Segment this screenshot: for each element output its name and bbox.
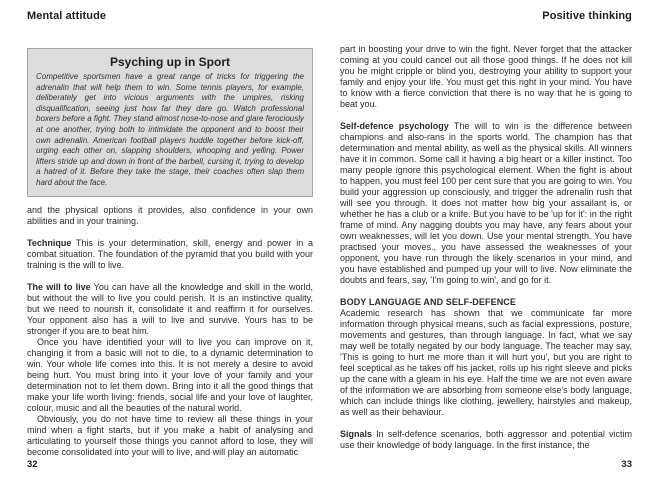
- psyching-up-in-sport-box: [27, 48, 313, 197]
- paragraph-lead: Technique: [27, 238, 72, 248]
- box-body-text: Competitive sportsmen have a great range of tricks for triggering the adrenalin that will help them to win. Some tennis players, for example, deliberately get into vicious arguments with the umpires, risking disqualification, seeing just how far they dare go. Watch professional boxers before a fight. They stand almost nose-to-nose and glare ferociously at one another, trying both to intimidate the opponent and to boost their own adrenalin. American football players huddle together before kick-off, urging each other on, slapping shoulders, whooping and yelling. Power lifters stride up and down in front of the barbell, cursing it, trying to develop a hatred of it. Before they take the stage, their coaches often slap them hard about the face.: [36, 72, 304, 187]
- paragraph: Academic research has shown that we communicate far more information through physical means, such as facial expressions, posture, movements and gestures, than through language. In fact, what we say may well be totally negated by our body language. The teacher may say, 'This is going to hurt me more than it will hurt you', but you are right to feel sceptical as he takes off his jacket, rolls up his right sleeve and picks up the cane with a gleam in his eye. Half the time we are not even aware of the information we are absorbing from someone else's body language, which can include things like clothing, jewellery, hairstyles and makeup, as well as their behaviour.: [340, 308, 632, 417]
- page-number-right: 33: [621, 459, 632, 470]
- paragraph: Self-defence psychology The will to win is the difference between champions and also-rans in the sports world. The champion has that determination and mental ability, as well as the physical skills. All winners have it in common. Some call it having a big heart or a killer instinct. Too many people ignore this psychological element. When the fight is about to happen, you must feel 100 per cent sure that you are going to win. You build your aggression up consciously, and trigger the adrenalin rush that will see you through. It does not matter how big your assailant is, or whether he has a club or a knife. But you have to be 'up for it': in the right frame of mind. Any nagging doubts you may have, any fears about your own weaknesses, will let you down. Use your mental strength. You have practised your moves., you have assessed the weaknesses of your opponent, you have run through the likely scenarios in your mind, and you have established and pumped up your will to live. Now eliminate the doubts and fears, say, 'I'm going to win', and go for it.: [340, 121, 633, 285]
- section-heading: BODY LANGUAGE AND SELF-DEFENCE: [340, 297, 517, 307]
- paragraph: Obviously, you do not have time to review all these things in your mind when a fight starts, but if you make a habit of analysing and articulating to yourself those things you cannot afford to lose, they will become consolidated into your will to live, and will play an automatic: [27, 414, 313, 457]
- paragraph: Once you have identified your will to live you can improve on it, changing it from a basic will not to die, to a dynamic determination to win. Your whole life comes into this. It is not merely a desire to avoid being hurt. You must bring into it your love of your family and your determination not to let them down. Bring into it all the good things that make your life worth living: friends, social life and your love of laughter, colour, music and all the beauties of the natural world.: [27, 337, 313, 413]
- paragraph: The will to live You can have all the knowledge and skill in the world, but without the will to live you could perish. It is an instinctive quality, but we need to nourish it, consolidate it and reaffirm it for ourselves. Your opponent also has a will to live and survive. Yours has to be stronger if you are to beat him.: [27, 282, 313, 336]
- paragraph-lead: Signals: [340, 429, 373, 439]
- page-right-body: [340, 44, 632, 451]
- paragraph-lead: The will to live: [27, 282, 91, 292]
- paragraph-lead: Self-defence psychology: [340, 121, 449, 131]
- paragraph: Technique This is your determination, skill, energy and power in a combat situation. The foundation of the pyramid that you build with your training is the will to live.: [27, 238, 313, 270]
- paragraph: Signals In self-defence scenarios, both aggressor and potential victim use their knowledge of body language. In the first instance, the: [340, 429, 632, 450]
- running-head-right: Positive thinking: [542, 10, 632, 22]
- box-title: Psyching up in Sport: [109, 55, 230, 69]
- running-head-left: Mental attitude: [27, 10, 107, 22]
- paragraph: and the physical options it provides, also confidence in your own abilities and in your training.: [27, 205, 313, 226]
- page-left: [27, 0, 313, 499]
- paragraph: part in boosting your drive to win the fight. Never forget that the attacker coming at you could cancel out all those good things. If he does not kill you he might cripple or blind you, destroying your ability to support your family and enjoy your life. You must get this right in your mind. You have to know with a fierce conviction that there is no way that he is going to beat you.: [340, 44, 632, 109]
- page-right: [340, 0, 632, 499]
- page-left-body: [27, 205, 313, 458]
- page-number-left: 32: [27, 459, 38, 470]
